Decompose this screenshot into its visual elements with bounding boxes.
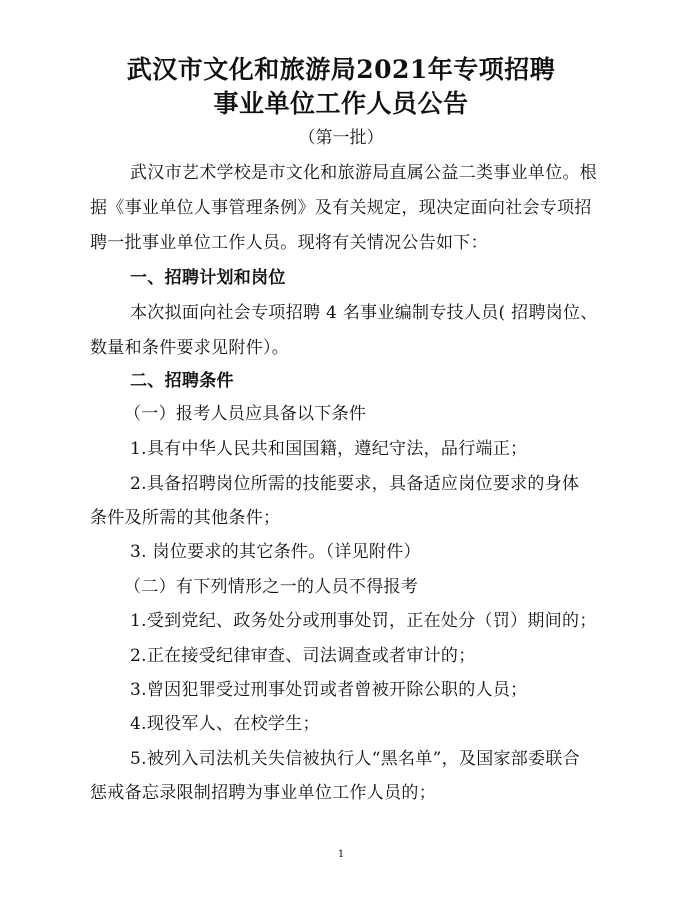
intro-paragraph-line1: 武汉市艺术学校是市文化和旅游局直属公益二类事业单位。根 bbox=[130, 163, 598, 183]
section-heading-conditions: 二、招聘条件 bbox=[130, 371, 234, 391]
plan-paragraph-line2: 数量和条件要求见附件）。 bbox=[90, 338, 290, 358]
requirement-item-2-line1: 2.具备招聘岗位所需的技能要求，具备适应岗位要求的身体 bbox=[130, 474, 580, 494]
exclusion-item-1: 1.受到党纪、政务处分或刑事处罚，正在处分（罚）期间的； bbox=[130, 611, 597, 631]
page-number: 1 bbox=[337, 849, 345, 860]
announcement-title-line2: 事业单位工作人员公告 bbox=[213, 89, 469, 118]
requirement-item-2-line2: 条件及所需的其他条件； bbox=[90, 508, 281, 528]
exclusion-item-5-line2: 惩戒备忘录限制招聘为事业单位工作人员的； bbox=[90, 783, 436, 803]
exclusion-item-2: 2.正在接受纪律审查、司法调查或者审计的； bbox=[130, 646, 476, 666]
exclusion-item-5-line1: 5.被列入司法机关失信被执行人“黑名单”，及国家部委联合 bbox=[130, 749, 581, 769]
announcement-title-line1: 武汉市文化和旅游局2021年专项招聘 bbox=[126, 55, 556, 84]
plan-paragraph-line1: 本次拟面向社会专项招聘 4 名事业编制专技人员( 招聘岗位、 bbox=[130, 303, 598, 323]
section-heading-plan: 一、招聘计划和岗位 bbox=[130, 268, 286, 288]
subsection-heading-requirements: （一）报考人员应具备以下条件 bbox=[124, 404, 367, 424]
subsection-heading-exclusions: （二）有下列情形之一的人员不得报考 bbox=[124, 577, 419, 597]
requirement-item-1: 1.具有中华人民共和国国籍，遵纪守法，品行端正； bbox=[130, 439, 528, 459]
exclusion-item-3: 3.曾因犯罪受过刑事处罚或者曾被开除公职的人员； bbox=[130, 680, 528, 700]
intro-paragraph-line2: 据《事业单位人事管理条例》及有关规定，现决定面向社会专项招 bbox=[90, 198, 592, 218]
requirement-item-3: 3. 岗位要求的其它条件。（详见附件） bbox=[130, 542, 421, 562]
intro-paragraph-line3: 聘一批事业单位工作人员。现将有关情况公告如下： bbox=[90, 233, 488, 253]
exclusion-item-4: 4.现役军人、在校学生； bbox=[130, 714, 320, 734]
batch-label: （第一批） bbox=[298, 128, 384, 148]
